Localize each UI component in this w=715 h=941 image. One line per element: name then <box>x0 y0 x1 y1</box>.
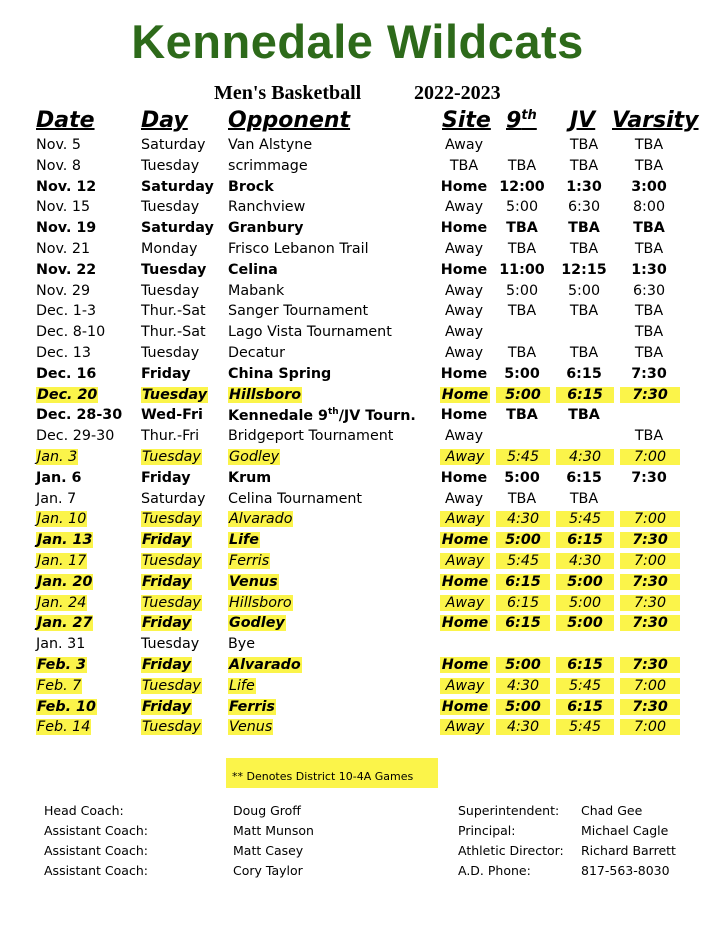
day-cell: Saturday <box>141 137 206 153</box>
jv-time-cell: 6:15 <box>556 699 614 715</box>
jv-time-cell: 6:15 <box>556 657 614 673</box>
jv-time-cell: 5:00 <box>567 282 601 299</box>
date-cell: Jan. 6 <box>36 469 82 486</box>
day-cell: Saturday <box>141 490 206 507</box>
opponent-cell: Van Alstyne <box>228 137 313 153</box>
opponent-cell: Alvarado <box>229 657 301 673</box>
opponent-cell: Brock <box>228 178 274 195</box>
jv-time-cell: 6:15 <box>566 365 602 382</box>
district-note <box>226 758 438 788</box>
staff-name: Doug Groff <box>233 803 301 818</box>
sport-label: Men's Basketball <box>214 82 362 104</box>
date-cell: Nov. 19 <box>36 220 97 237</box>
date-cell: Jan. 10 <box>37 511 87 528</box>
day-cell: Tuesday <box>142 449 201 465</box>
ninth-time-cell: TBA <box>507 345 537 361</box>
varsity-time-cell: 7:30 <box>631 365 667 382</box>
opponent-cell: Venus <box>229 719 273 736</box>
staff-role: Head Coach: <box>44 803 124 818</box>
table-row <box>0 261 715 282</box>
day-cell: Tuesday <box>141 199 200 216</box>
table-row <box>0 427 715 448</box>
site-cell: Home <box>441 698 489 715</box>
site-cell: Away <box>440 678 490 694</box>
season-label: 2022-2023 <box>414 82 501 104</box>
varsity-time-cell: TBA <box>634 241 664 257</box>
jv-time-cell: TBA <box>569 137 599 153</box>
date-cell: Feb. 14 <box>37 719 91 736</box>
day-cell: Friday <box>141 469 191 486</box>
site-cell: Home <box>441 657 489 673</box>
day-cell: Tuesday <box>141 157 200 174</box>
ninth-time-cell: TBA <box>507 303 537 320</box>
day-cell: Thur.-Fri <box>141 428 200 445</box>
table-row <box>0 656 715 677</box>
date-cell: Jan. 20 <box>37 573 93 590</box>
ninth-time-cell: 6:15 <box>496 574 550 590</box>
opponent-cell: scrimmage <box>228 157 308 174</box>
opponent-cell: Venus <box>229 573 278 590</box>
varsity-time-cell: TBA <box>634 345 664 361</box>
staff-name: 817-563-8030 <box>581 863 670 878</box>
day-cell: Tuesday <box>141 261 207 278</box>
staff-name: Chad Gee <box>581 803 643 818</box>
staff-role: Assistant Coach: <box>44 843 148 858</box>
table-row <box>0 614 715 635</box>
varsity-time-cell: TBA <box>634 137 664 153</box>
varsity-time-cell: 8:00 <box>632 199 666 216</box>
jv-time-cell: 12:15 <box>561 261 607 278</box>
date-cell: Nov. 12 <box>36 178 97 195</box>
jv-time-cell: TBA <box>569 345 599 361</box>
site-cell: Home <box>440 261 488 278</box>
opponent-cell: Godley <box>229 615 285 632</box>
jv-time-cell: 5:45 <box>556 511 614 527</box>
staff-role: A.D. Phone: <box>458 863 531 878</box>
date-cell: Jan. 13 <box>37 532 93 549</box>
table-row <box>0 219 715 240</box>
opponent-cell: Mabank <box>228 282 285 299</box>
staff-role: Athletic Director: <box>458 843 564 858</box>
opponent-cell: Alvarado <box>229 511 293 528</box>
opponent-cell: China Spring <box>228 365 332 382</box>
opponent-cell: Ferris <box>229 553 270 569</box>
site-cell: Away <box>440 595 490 611</box>
date-cell: Dec. 20 <box>37 386 98 403</box>
varsity-time-cell: 7:30 <box>620 532 680 548</box>
table-row <box>0 323 715 344</box>
ninth-time-cell: TBA <box>506 220 538 237</box>
site-cell: Home <box>440 220 488 237</box>
day-cell: Monday <box>141 241 198 257</box>
ninth-time-cell: 11:00 <box>499 261 545 278</box>
site-cell: Away <box>444 345 484 361</box>
staff-name: Richard Barrett <box>581 843 676 858</box>
staff-name: Michael Cagle <box>581 823 669 838</box>
day-cell: Friday <box>142 573 191 590</box>
staff-role: Assistant Coach: <box>44 863 148 878</box>
table-row <box>0 469 715 490</box>
date-cell: Feb. 10 <box>37 698 96 715</box>
date-cell: Nov. 5 <box>36 137 81 153</box>
jv-time-cell: 1:30 <box>566 178 602 195</box>
date-cell: Nov. 15 <box>36 199 91 216</box>
date-cell: Feb. 3 <box>37 657 86 673</box>
varsity-time-cell: 3:00 <box>631 178 667 195</box>
site-cell: Away <box>444 490 484 507</box>
site-cell: Home <box>441 386 489 403</box>
site-cell: Away <box>444 137 484 153</box>
date-cell: Jan. 17 <box>37 553 87 569</box>
opponent-cell: Krum <box>228 469 272 486</box>
site-cell: Away <box>444 303 484 320</box>
ninth-time-cell: 4:30 <box>496 511 550 527</box>
date-cell: Dec. 13 <box>36 345 91 361</box>
table-row <box>0 240 715 261</box>
varsity-time-cell: 7:00 <box>620 511 680 527</box>
opponent-cell: Sanger Tournament <box>228 303 369 320</box>
date-cell: Dec. 29-30 <box>36 428 115 445</box>
table-row <box>0 718 715 739</box>
opponent-cell: Ranchview <box>228 199 306 216</box>
day-cell: Saturday <box>141 220 214 237</box>
ninth-time-cell: TBA <box>507 490 537 507</box>
jv-time-cell: TBA <box>568 220 600 237</box>
site-cell: Away <box>440 719 490 735</box>
date-cell: Feb. 7 <box>37 677 82 694</box>
table-row <box>0 157 715 178</box>
varsity-time-cell: 7:30 <box>631 469 667 486</box>
day-cell: Tuesday <box>141 345 200 361</box>
date-cell: Jan. 31 <box>36 636 86 653</box>
ninth-time-cell: 6:15 <box>496 595 550 611</box>
ninth-time-cell: 4:30 <box>496 719 550 735</box>
jv-time-cell: 5:00 <box>556 574 614 590</box>
varsity-time-cell: 7:00 <box>620 449 680 465</box>
day-cell: Saturday <box>141 178 214 195</box>
date-cell: Nov. 29 <box>36 282 91 299</box>
ninth-time-cell: 5:00 <box>504 469 540 486</box>
opponent-cell: Frisco Lebanon Trail <box>228 241 369 257</box>
table-row <box>0 198 715 219</box>
table-row <box>0 178 715 199</box>
ninth-time-cell: 5:00 <box>505 199 539 216</box>
jv-time-cell: 6:15 <box>556 532 614 548</box>
varsity-time-cell: TBA <box>633 220 665 237</box>
date-cell: Dec. 16 <box>36 365 97 382</box>
table-row <box>0 573 715 594</box>
day-cell: Tuesday <box>142 677 201 694</box>
varsity-time-cell: 6:30 <box>632 282 666 299</box>
jv-time-cell: 4:30 <box>556 553 614 569</box>
site-cell: Away <box>444 282 484 299</box>
staff-role: Principal: <box>458 823 516 838</box>
jv-time-cell: 5:00 <box>556 595 614 611</box>
header-jv: JV <box>570 108 596 133</box>
ninth-time-cell: TBA <box>506 407 538 424</box>
jv-time-cell: 5:45 <box>556 678 614 694</box>
site-cell: Away <box>444 324 484 341</box>
day-cell: Tuesday <box>142 553 201 569</box>
table-row <box>0 406 715 427</box>
staff-name: Matt Munson <box>233 823 314 838</box>
site-cell: Away <box>444 241 484 257</box>
opponent-cell: Hillsboro <box>229 594 292 611</box>
table-row <box>0 302 715 323</box>
jv-time-cell: TBA <box>569 241 599 257</box>
jv-time-cell: TBA <box>568 407 600 424</box>
header-site: Site <box>442 108 491 133</box>
varsity-time-cell: 7:30 <box>620 657 680 673</box>
varsity-time-cell: TBA <box>634 157 664 174</box>
jv-time-cell: 6:15 <box>556 387 614 403</box>
varsity-time-cell: 7:00 <box>620 719 680 735</box>
ninth-time-cell: 5:00 <box>496 699 550 715</box>
site-cell: Away <box>444 428 484 445</box>
opponent-cell: Lago Vista Tournament <box>228 324 392 341</box>
date-cell: Dec. 28-30 <box>36 407 123 424</box>
opponent-text-rest: /JV Tourn. <box>338 408 416 425</box>
day-cell: Wed-Fri <box>141 407 203 424</box>
ninth-time-cell: 5:00 <box>504 365 540 382</box>
ninth-time-cell: 5:00 <box>496 657 550 673</box>
opponent-suffix: th <box>327 407 339 418</box>
ninth-time-cell: 4:30 <box>496 678 550 694</box>
table-row <box>0 594 715 615</box>
site-cell: Home <box>441 615 489 632</box>
day-cell: Tuesday <box>142 594 201 611</box>
day-cell: Tuesday <box>141 282 200 299</box>
day-cell: Tuesday <box>142 386 208 403</box>
site-cell: Home <box>441 573 489 590</box>
header-ninth-suffix: th <box>521 108 537 123</box>
site-cell: Away <box>444 199 484 216</box>
jv-time-cell: 6:15 <box>566 469 602 486</box>
header-date: Date <box>36 108 95 133</box>
date-cell: Dec. 8-10 <box>36 324 106 341</box>
header-ninth-number: 9 <box>506 108 522 134</box>
site-cell: Home <box>440 178 488 195</box>
site-cell: Home <box>440 365 488 382</box>
opponent-cell: Life <box>229 677 255 694</box>
site-cell: Away <box>440 449 490 465</box>
staff-name: Matt Casey <box>233 843 304 858</box>
day-cell: Friday <box>142 657 191 673</box>
table-row <box>0 282 715 303</box>
varsity-time-cell: TBA <box>634 324 664 341</box>
ninth-time-cell: 5:00 <box>505 282 539 299</box>
header-ninth <box>506 108 537 133</box>
table-row <box>0 490 715 511</box>
varsity-time-cell: 1:30 <box>631 261 667 278</box>
jv-time-cell: 5:45 <box>556 719 614 735</box>
opponent-text: Kennedale 9 <box>228 408 328 425</box>
ninth-time-cell: 12:00 <box>499 178 545 195</box>
opponent-cell: Godley <box>229 449 280 465</box>
opponent-cell: Decatur <box>228 345 285 361</box>
table-row <box>0 136 715 157</box>
site-cell: Away <box>440 553 490 569</box>
district-note-text: ** Denotes District 10-4A Games <box>232 770 414 783</box>
varsity-time-cell: TBA <box>634 428 664 445</box>
jv-time-cell: 5:00 <box>556 615 614 631</box>
date-cell: Nov. 21 <box>36 241 91 257</box>
varsity-time-cell: 7:30 <box>620 699 680 715</box>
opponent-cell: Ferris <box>229 698 275 715</box>
ninth-time-cell: TBA <box>507 241 537 257</box>
table-row <box>0 677 715 698</box>
date-cell: Dec. 1-3 <box>36 303 97 320</box>
varsity-time-cell: 7:30 <box>620 595 680 611</box>
varsity-time-cell: 7:00 <box>620 678 680 694</box>
jv-time-cell: 6:30 <box>567 199 601 216</box>
table-row <box>0 448 715 469</box>
ninth-time-cell: 5:45 <box>496 553 550 569</box>
date-cell: Jan. 3 <box>37 449 78 465</box>
jv-time-cell: 4:30 <box>556 449 614 465</box>
date-cell: Nov. 8 <box>36 157 81 174</box>
table-row <box>0 552 715 573</box>
jv-time-cell: TBA <box>569 490 599 507</box>
staff-role: Assistant Coach: <box>44 823 148 838</box>
day-cell: Thur.-Sat <box>141 324 206 341</box>
date-cell: Nov. 22 <box>36 261 97 278</box>
day-cell: Thur.-Sat <box>141 303 206 320</box>
table-row <box>0 344 715 365</box>
site-cell: TBA <box>449 157 479 174</box>
table-row <box>0 386 715 407</box>
jv-time-cell: TBA <box>569 303 599 320</box>
staff-role: Superintendent: <box>458 803 560 818</box>
site-cell: Home <box>441 532 489 549</box>
opponent-cell <box>228 407 416 424</box>
date-cell: Jan. 7 <box>36 490 77 507</box>
ninth-time-cell: TBA <box>507 157 537 174</box>
day-cell: Tuesday <box>142 511 201 528</box>
staff-name: Cory Taylor <box>233 863 303 878</box>
ninth-time-cell: 5:00 <box>496 532 550 548</box>
table-row <box>0 510 715 531</box>
table-row <box>0 635 715 656</box>
varsity-time-cell: 7:30 <box>620 615 680 631</box>
ninth-time-cell: 5:45 <box>496 449 550 465</box>
opponent-cell: Bye <box>228 636 256 653</box>
ninth-time-cell: 6:15 <box>496 615 550 631</box>
header-opponent: Opponent <box>228 108 351 133</box>
header-day: Day <box>141 108 188 133</box>
day-cell: Friday <box>142 532 191 549</box>
day-cell: Friday <box>141 365 191 382</box>
opponent-cell: Celina Tournament <box>228 490 363 507</box>
varsity-time-cell: 7:00 <box>620 553 680 569</box>
day-cell: Friday <box>142 615 191 632</box>
opponent-cell: Celina <box>228 261 278 278</box>
page-title: Kennedale Wildcats <box>131 15 584 68</box>
day-cell: Tuesday <box>141 636 200 653</box>
varsity-time-cell: 7:30 <box>620 387 680 403</box>
site-cell: Home <box>440 469 488 486</box>
table-row <box>0 365 715 386</box>
date-cell: Jan. 24 <box>37 594 87 611</box>
table-row <box>0 531 715 552</box>
header-varsity: Varsity <box>612 108 699 133</box>
opponent-cell: Granbury <box>228 220 304 237</box>
jv-time-cell: TBA <box>569 157 599 174</box>
date-cell: Jan. 27 <box>37 615 93 632</box>
opponent-cell: Bridgeport Tournament <box>228 428 394 445</box>
day-cell: Tuesday <box>142 719 201 736</box>
table-row <box>0 698 715 719</box>
varsity-time-cell: TBA <box>634 303 664 320</box>
varsity-time-cell: 7:30 <box>620 574 680 590</box>
site-cell: Away <box>440 511 490 527</box>
opponent-cell: Life <box>229 532 259 549</box>
day-cell: Friday <box>142 698 191 715</box>
opponent-cell: Hillsboro <box>229 386 302 403</box>
site-cell: Home <box>440 407 488 424</box>
ninth-time-cell: 5:00 <box>496 387 550 403</box>
